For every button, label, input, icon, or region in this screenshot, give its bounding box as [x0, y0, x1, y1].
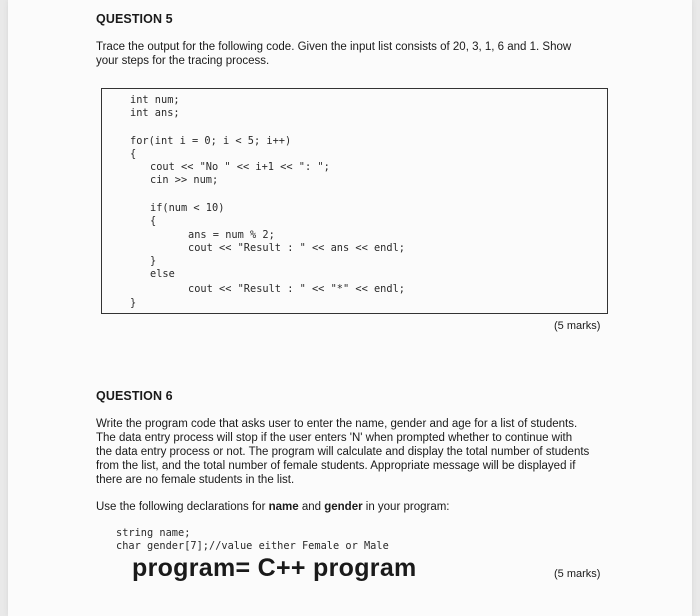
- declaration-name-keyword: name: [268, 501, 299, 513]
- code-line: cout << "Result : " << "*" << endl;: [188, 283, 405, 295]
- question-5-instruction-line-2: your steps for the tracing process.: [96, 55, 270, 67]
- code-line: int ans;: [130, 107, 180, 119]
- question-6-body-line-2: The data entry process will stop if the user enters 'N' when prompted whether to continue with: [96, 432, 573, 444]
- code-line: int num;: [130, 94, 180, 106]
- question-6-body-line-5: there are no female students in the list.: [96, 474, 295, 486]
- program-annotation: program= C++ program: [132, 554, 417, 582]
- question-6-body-line-4: from the list, and the total number of female students. Appropriate message will be displayed if: [96, 460, 576, 472]
- code-line: cin >> num;: [150, 174, 219, 186]
- code-line: if(num < 10): [150, 202, 225, 214]
- declaration-and: and: [298, 501, 325, 513]
- code-line: ans = num % 2;: [188, 229, 275, 241]
- declaration-gender-keyword: gender: [324, 501, 363, 513]
- question-5-heading: QUESTION 5: [96, 12, 173, 26]
- declaration-instruction: [96, 500, 450, 514]
- question-6-body-line-1: Write the program code that asks user to enter the name, gender and age for a list of students.: [96, 418, 578, 430]
- question-6-body-line-3: the data entry process or not. The program will calculate and display the total number of students: [96, 446, 590, 458]
- code-line: else: [150, 268, 175, 280]
- question-5-code-box: [101, 88, 608, 314]
- declaration-suffix: in your program:: [362, 501, 450, 513]
- declaration-code-line: string name;: [116, 527, 191, 539]
- document-page: [8, 0, 692, 616]
- declaration-code-line: char gender[7];//value either Female or Male: [116, 540, 389, 552]
- code-line: cout << "No " << i+1 << ": ";: [150, 161, 330, 173]
- question-6-heading: QUESTION 6: [96, 389, 173, 403]
- code-line: {: [130, 148, 137, 160]
- code-line: }: [150, 255, 157, 267]
- code-line: for(int i = 0; i < 5; i++): [130, 135, 292, 147]
- question-5-instruction-line-1: Trace the output for the following code. Given the input list consists of 20, 3, 1, 6 and 1. Show: [96, 41, 572, 53]
- question-5-marks: (5 marks): [554, 320, 601, 332]
- code-line: }: [130, 297, 137, 309]
- code-line: cout << "Result : " << ans << endl;: [188, 242, 405, 254]
- code-line: {: [150, 215, 157, 227]
- declaration-prefix: Use the following declarations for: [96, 501, 269, 513]
- question-6-marks: (5 marks): [554, 568, 601, 580]
